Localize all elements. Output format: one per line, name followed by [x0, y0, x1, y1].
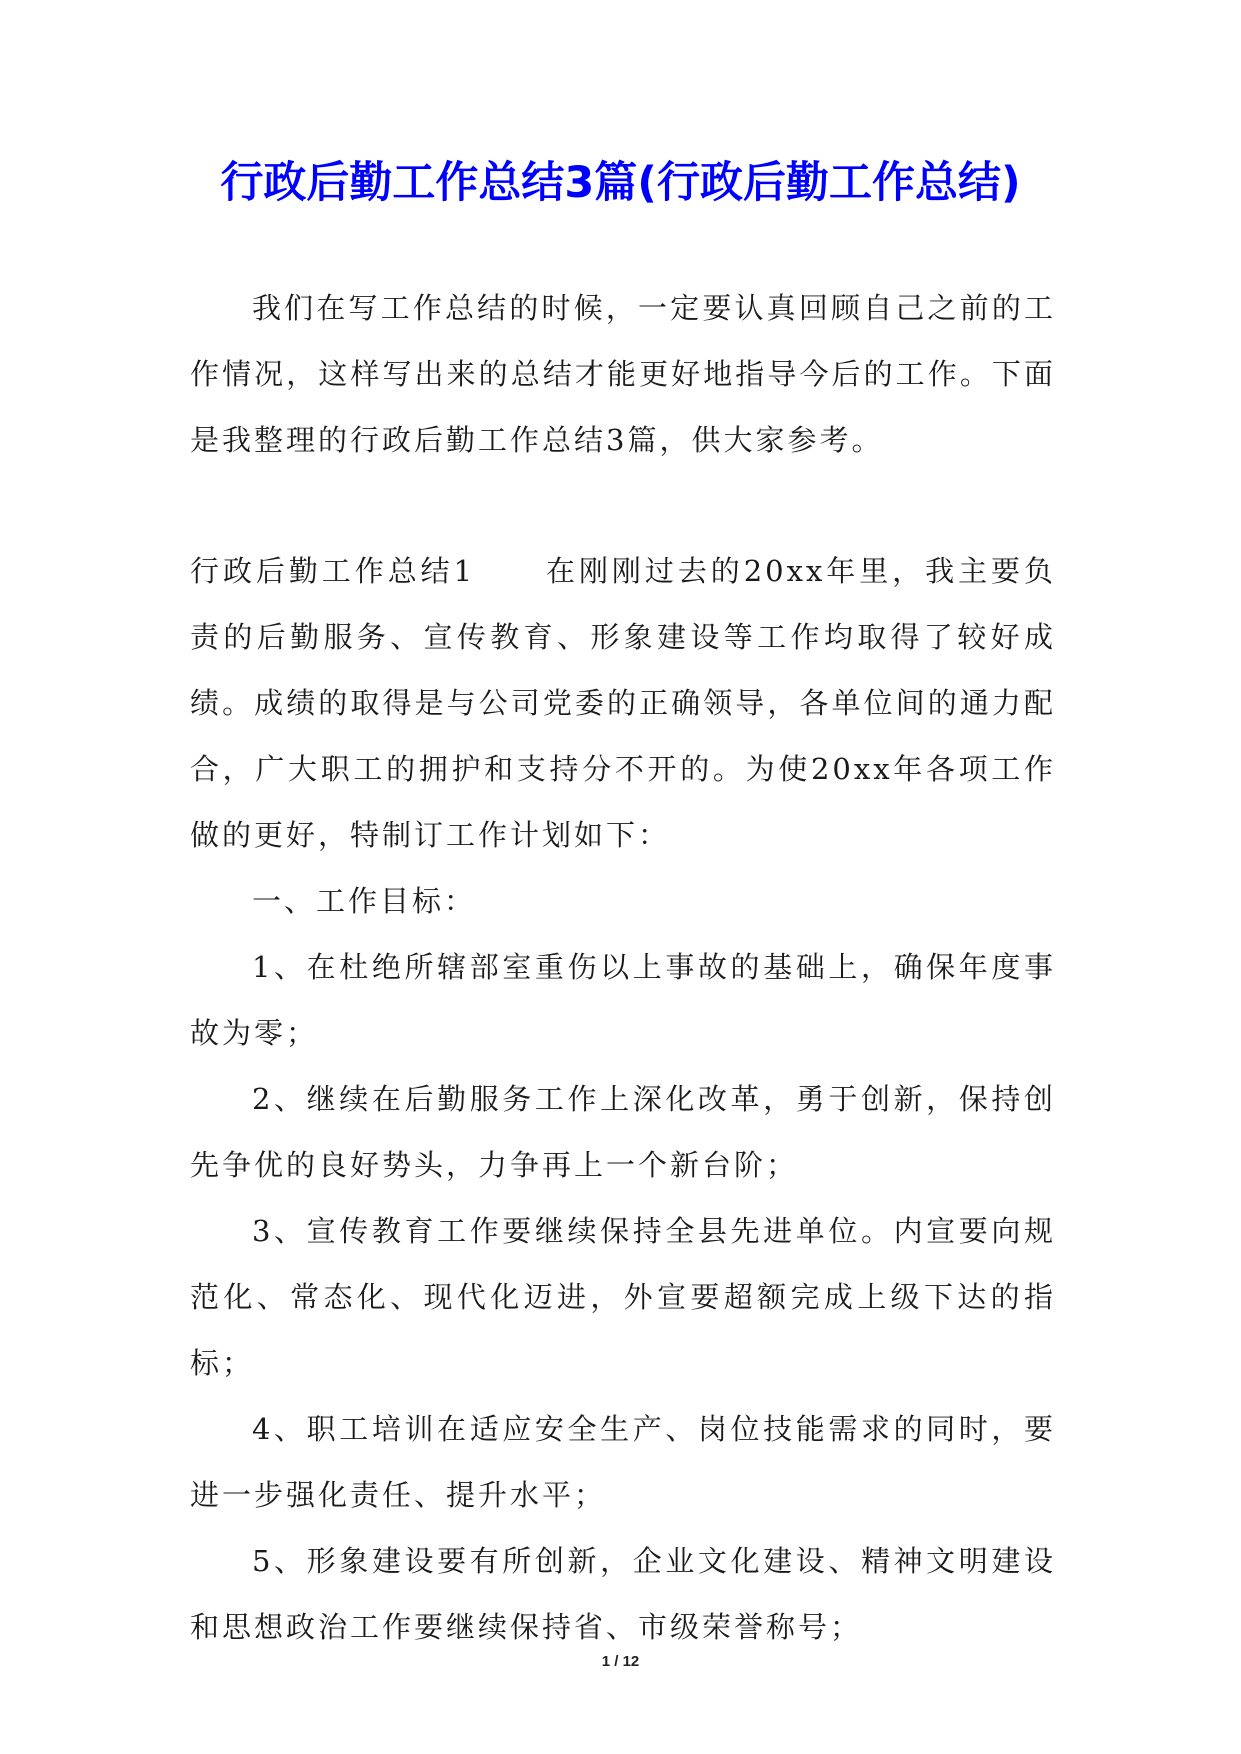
page-number: 1 / 12: [601, 1653, 640, 1670]
section1-heading: 行政后勤工作总结1: [190, 554, 476, 588]
section1-paragraph: [190, 538, 1056, 868]
intro-paragraph: 我们在写工作总结的时候，一定要认真回顾自己之前的工作情况，这样写出来的总结才能更好地指导今后的工作。下面是我整理的行政后勤工作总结3篇，供大家参考。: [190, 291, 1056, 457]
goal-item-5: 5、形象建设要有所创新，企业文化建设、精神文明建设和思想政治工作要继续保持省、市级荣誉称号；: [190, 1544, 1056, 1644]
goal-item-2: 2、继续在后勤服务工作上深化改革，勇于创新，保持创先争优的良好势头，力争再上一个新台阶；: [190, 1082, 1056, 1182]
section1-intro: 在刚刚过去的20xx年里，我主要负责的后勤服务、宣传教育、形象建设等工作均取得了较好成绩。成绩的取得是与公司党委的正确领导，各单位间的通力配合，广大职工的拥护和支持分不开的。为使20xx年各项工作做的更好，特制订工作计划如下：: [190, 554, 1056, 852]
goal-item-3: 3、宣传教育工作要继续保持全县先进单位。内宣要向规范化、常态化、现代化迈进，外宣要超额完成上级下达的指标；: [190, 1214, 1056, 1380]
document-title: 行政后勤工作总结3篇(行政后勤工作总结): [220, 158, 1021, 208]
goal-item-1: 1、在杜绝所辖部室重伤以上事故的基础上，确保年度事故为零；: [190, 950, 1056, 1050]
goal-item-4: 4、职工培训在适应安全生产、岗位技能需求的同时，要进一步强化责任、提升水平；: [190, 1412, 1056, 1512]
document-body: [190, 275, 1056, 1660]
goals-heading: 一、工作目标：: [252, 884, 477, 918]
